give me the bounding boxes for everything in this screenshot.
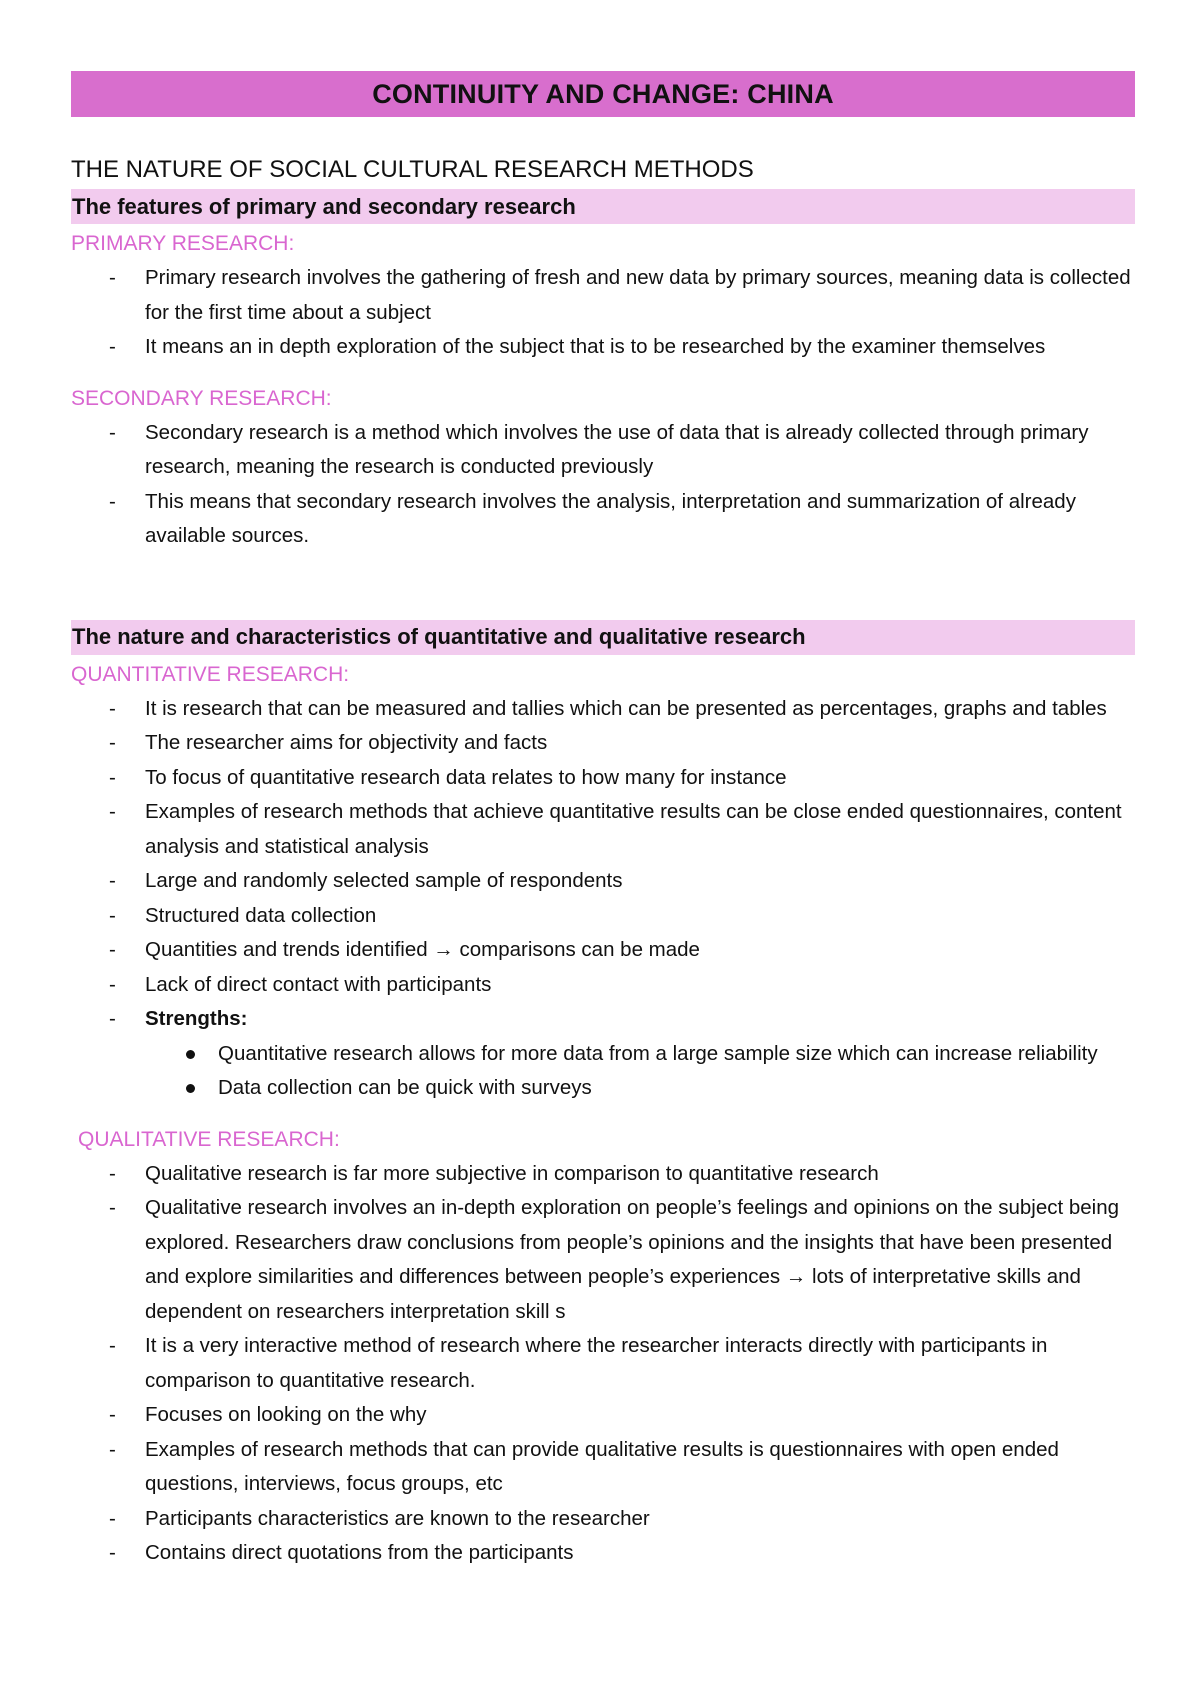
primary-research-list [71,261,1135,365]
list-item: - Examples of research methods that achieve quantitative results can be close ended questionnaires, content analysis and statistical analysis [71,795,1135,864]
list-item: - Focuses on looking on the why [71,1398,1135,1433]
list-item: - This means that secondary research involves the analysis, interpretation and summarization of already available sources. [71,485,1135,554]
list-item: Quantitative research allows for more data from a large sample size which can increase reliability [145,1037,1135,1072]
list-item: - Structured data collection [71,899,1135,934]
primary-research-heading: PRIMARY RESEARCH: [71,232,295,255]
qualitative-research-list [71,1157,1135,1571]
list-item: - The researcher aims for objectivity and facts [71,726,1135,761]
document-page [71,71,1135,1571]
list-item: - Secondary research is a method which involves the use of data that is already collected through primary research, meaning the research is conducted previously [71,416,1135,485]
list-item: Data collection can be quick with surveys [145,1071,1135,1106]
secondary-research-list [71,416,1135,554]
list-item: - Participants characteristics are known to the researcher [71,1502,1135,1537]
list-item: - Quantities and trends identified → comparisons can be made [71,933,1135,968]
list-item: - Contains direct quotations from the participants [71,1536,1135,1571]
quantitative-research-heading: QUANTITATIVE RESEARCH: [71,662,350,686]
list-item: - It is a very interactive method of research where the researcher interacts directly with participants in comparison to quantitative research. [71,1329,1135,1398]
main-heading: THE NATURE OF SOCIAL CULTURAL RESEARCH METHODS [71,156,754,183]
qualitative-research-heading: QUALITATIVE RESEARCH: [78,1127,340,1151]
secondary-research-heading: SECONDARY RESEARCH: [71,386,332,410]
list-item: - Qualitative research involves an in-depth exploration on people’s feelings and opinions on the subject being explored. Researchers draw conclusions from people’s opinions and the insights that have been presented and explore similarities and differences between people’s experiences → lots of interpretative skills and dependent on researchers interpretation skill s [71,1191,1135,1329]
list-item: - It means an in depth exploration of the subject that is to be researched by the examiner themselves [71,330,1135,365]
list-item: - To focus of quantitative research data relates to how many for instance [71,761,1135,796]
list-item: - Large and randomly selected sample of respondents [71,864,1135,899]
strengths-label: Strengths: [145,1007,248,1030]
section-heading-quantitative-qualitative: The nature and characteristics of quantitative and qualitative research [71,620,1135,655]
list-item: - Qualitative research is far more subjective in comparison to quantitative research [71,1157,1135,1192]
section-heading-primary-secondary: The features of primary and secondary research [71,189,1135,224]
strengths-list [145,1037,1135,1106]
list-item: - Examples of research methods that can provide qualitative results is questionnaires with open ended questions, interviews, focus groups, etc [71,1433,1135,1502]
list-item: - Lack of direct contact with participants [71,968,1135,1003]
list-item: - It is research that can be measured and tallies which can be presented as percentages, graphs and tables [71,692,1135,727]
list-item: - Primary research involves the gathering of fresh and new data by primary sources, meaning data is collected for the first time about a subject [71,261,1135,330]
quantitative-research-list [71,692,1135,1106]
document-title: CONTINUITY AND CHANGE: CHINA [71,71,1135,117]
list-item-strengths [71,1002,1135,1106]
